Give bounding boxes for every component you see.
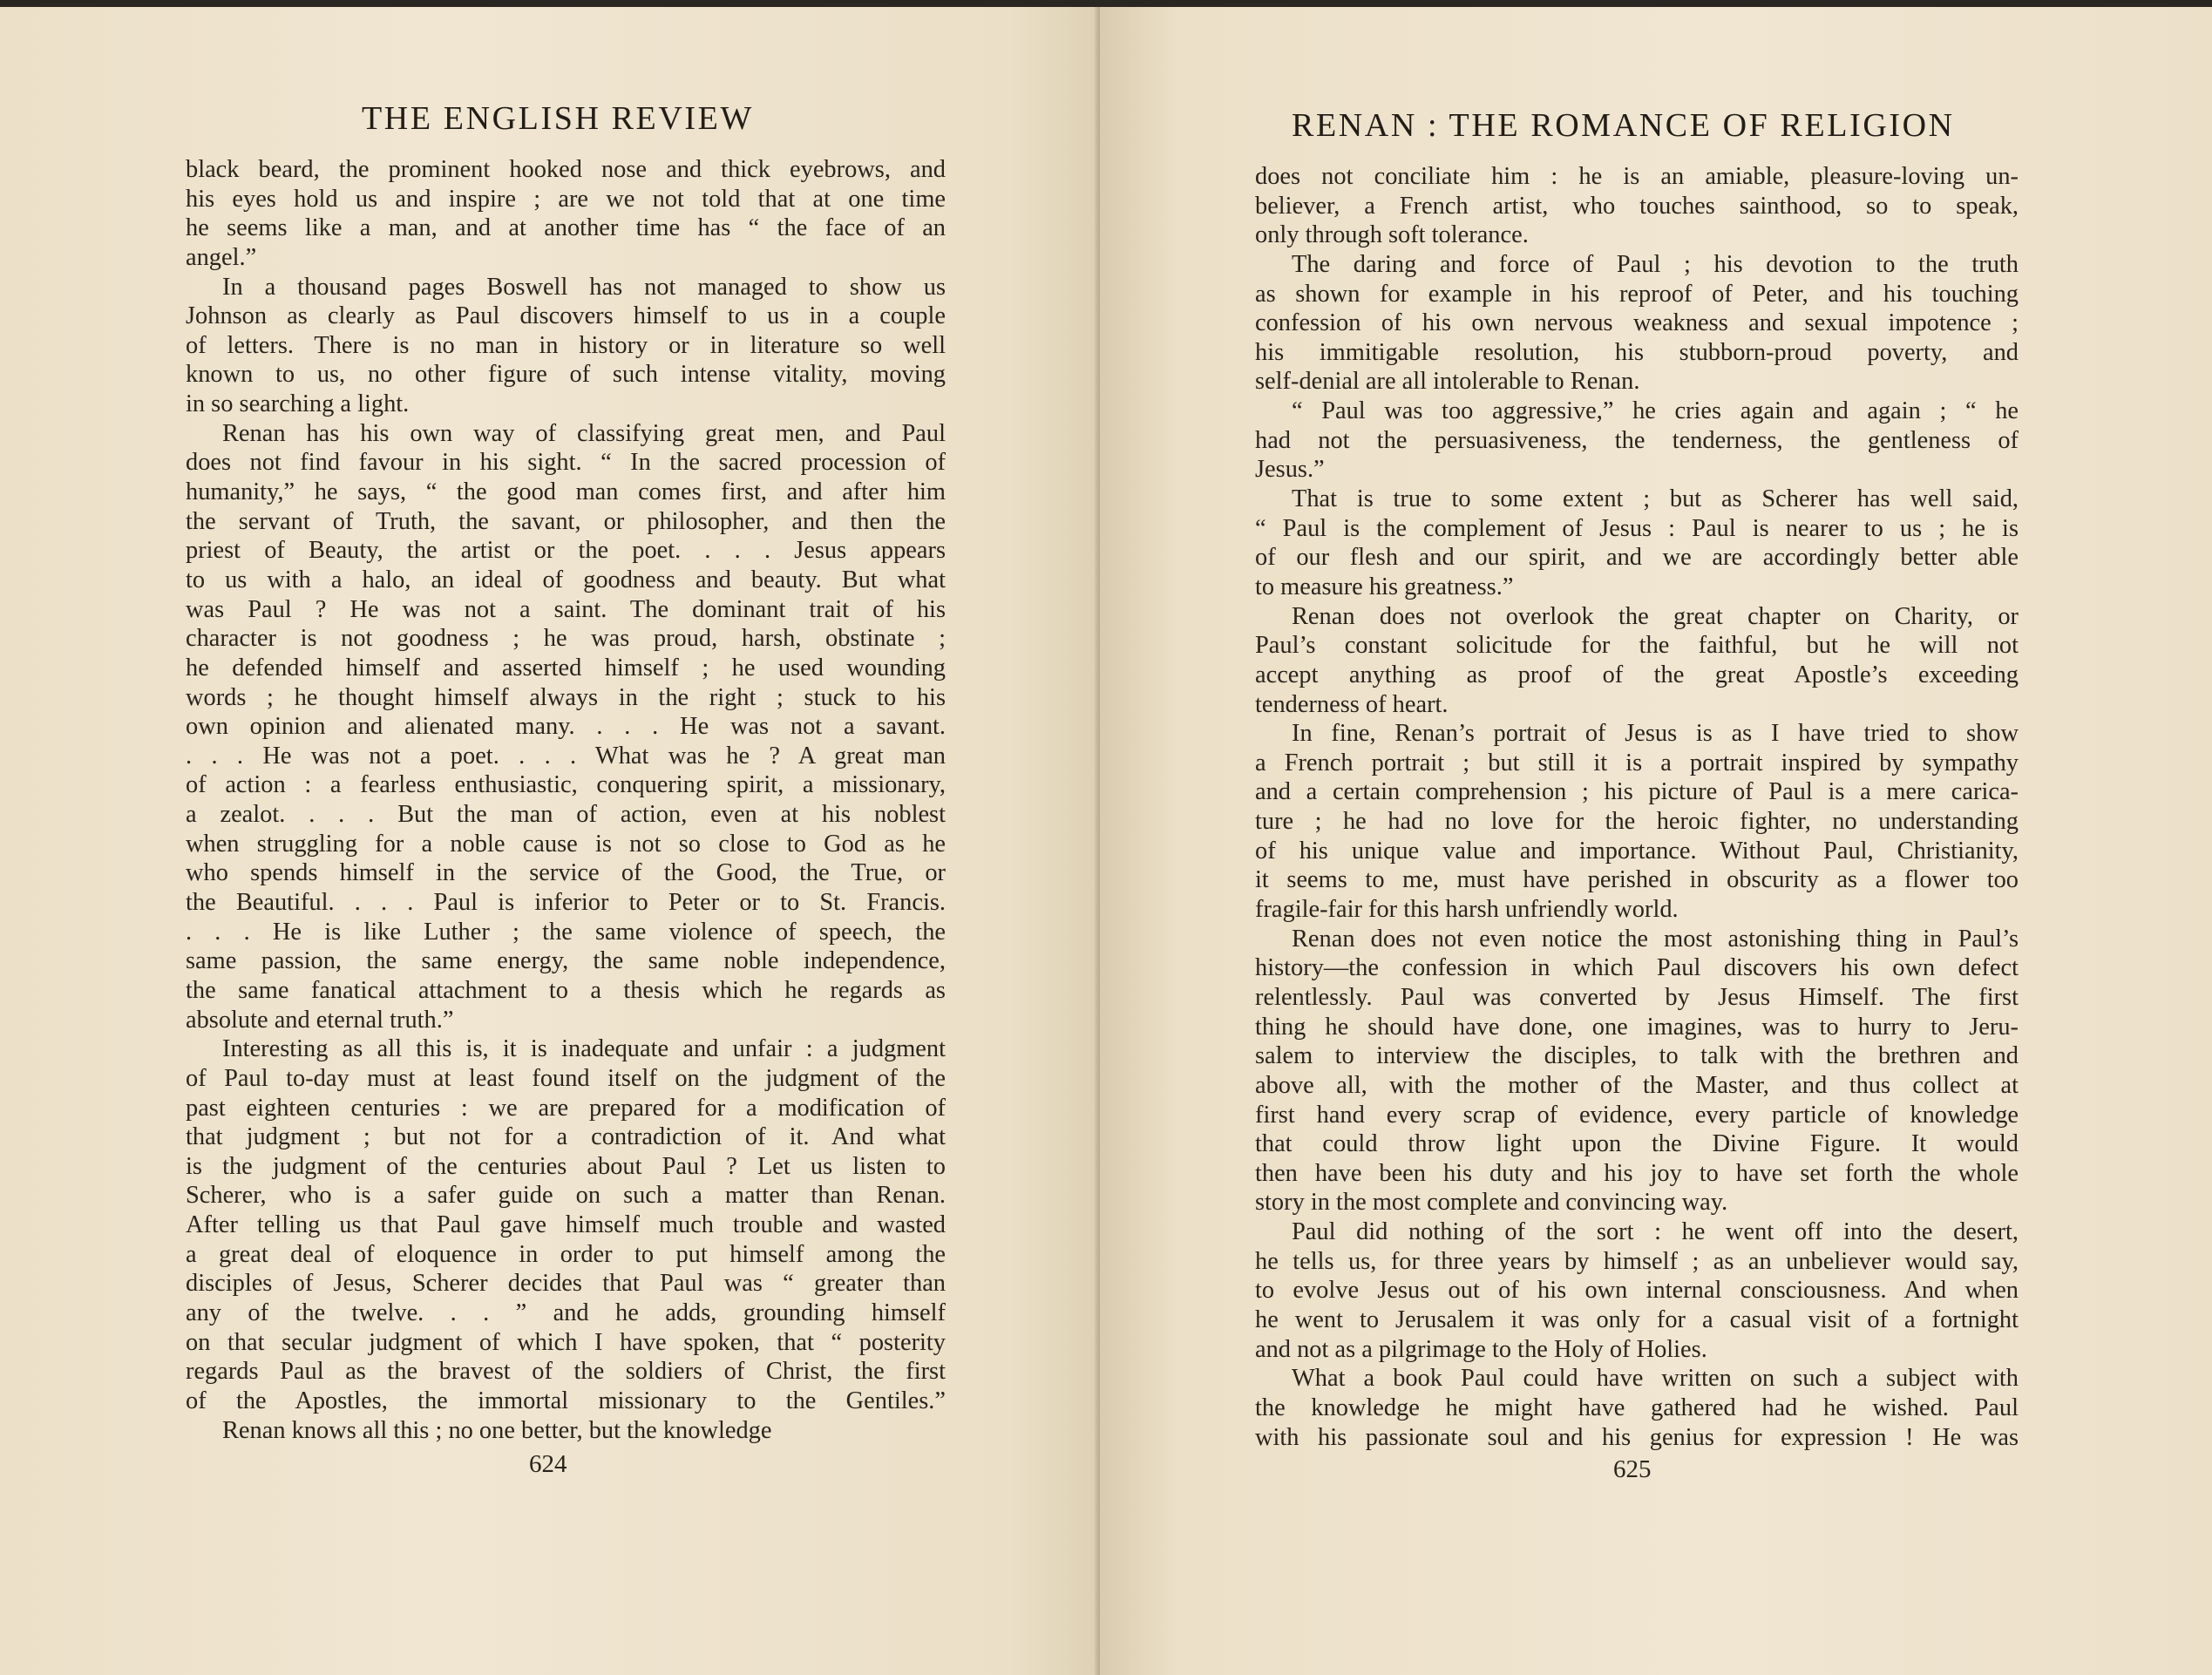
text-line: only through soft tolerance. bbox=[1255, 221, 1529, 249]
left-page bbox=[0, 7, 1100, 1675]
page-number: 624 bbox=[529, 1450, 567, 1478]
text-line: he tells us, for three years by himself ; as an unbeliever would say, bbox=[1255, 1247, 2019, 1275]
text-line: history—the confession in which Paul discovers his own defect bbox=[1255, 954, 2019, 982]
text-line: Paul did nothing of the sort : he went off into the desert, bbox=[1292, 1218, 2019, 1246]
text-line: of his unique value and importance. Without Paul, Christianity, bbox=[1255, 837, 2019, 865]
text-line: a French portrait ; but still it is a portrait inspired by sympathy bbox=[1255, 749, 2019, 776]
text-line: above all, with the mother of the Master, and thus collect at bbox=[1255, 1071, 2019, 1099]
text-line: then have been his duty and his joy to have set forth the whole bbox=[1255, 1159, 2019, 1187]
text-line: of Paul to-day must at least found itself on the judgment of the bbox=[186, 1064, 946, 1092]
text-line: when struggling for a noble cause is not so close to God as he bbox=[186, 830, 946, 858]
text-line: relentlessly. Paul was converted by Jesus Himself. The first bbox=[1255, 983, 2019, 1011]
text-line: ture ; he had no love for the heroic fighter, no understanding bbox=[1255, 808, 2019, 836]
text-line: priest of Beauty, the artist or the poet. . . . Jesus appears bbox=[186, 537, 946, 565]
text-line: that judgment ; but not for a contradiction of it. And what bbox=[186, 1123, 946, 1151]
text-line: Interesting as all this is, it is inadequate and unfair : a judgment bbox=[222, 1035, 946, 1063]
text-line: In fine, Renan’s portrait of Jesus is as I have tried to show bbox=[1292, 720, 2019, 748]
text-line: Scherer, who is a safer guide on such a matter than Renan. bbox=[186, 1182, 946, 1210]
right-page bbox=[1100, 7, 2212, 1675]
text-line: who spends himself in the service of the Good, the True, or bbox=[186, 859, 946, 887]
text-line: confession of his own nervous weakness and sexual impotence ; bbox=[1255, 309, 2019, 337]
page-number: 625 bbox=[1613, 1455, 1652, 1483]
text-line: had not the persuasiveness, the tenderness, the gentleness of bbox=[1255, 426, 2019, 454]
text-line: as shown for example in his reproof of Peter, and his touching bbox=[1255, 280, 2019, 308]
text-line: Renan does not even notice the most astonishing thing in Paul’s bbox=[1292, 925, 2019, 953]
text-line: with his passionate soul and his genius for expression ! He was bbox=[1255, 1423, 2019, 1451]
text-line: a great deal of eloquence in order to put himself among the bbox=[186, 1240, 946, 1268]
text-line: his immitigable resolution, his stubborn-proud poverty, and bbox=[1255, 338, 2019, 366]
text-line: and not as a pilgrimage to the Holy of Holies. bbox=[1255, 1335, 1707, 1363]
text-line: of letters. There is no man in history or in literature so well bbox=[186, 331, 946, 359]
text-line: The daring and force of Paul ; his devotion to the truth bbox=[1292, 250, 2019, 278]
text-line: Paul’s constant solicitude for the faithful, but he will not bbox=[1255, 632, 2019, 660]
text-line: In a thousand pages Boswell has not managed to show us bbox=[222, 273, 946, 301]
text-line: Renan knows all this ; no one better, but the knowledge bbox=[222, 1416, 772, 1444]
text-line: What a book Paul could have written on such a subject with bbox=[1292, 1365, 2019, 1393]
text-line: angel.” bbox=[186, 243, 257, 271]
text-line: absolute and eternal truth.” bbox=[186, 1006, 454, 1034]
text-line: it seems to me, must have perished in obscurity as a flower too bbox=[1255, 866, 2019, 894]
text-line: Johnson as clearly as Paul discovers himself to us in a couple bbox=[186, 302, 946, 330]
text-line: own opinion and alienated many. . . . He was not a savant. bbox=[186, 713, 946, 741]
text-line: the same fanatical attachment to a thesis which he regards as bbox=[186, 976, 946, 1004]
text-line: he defended himself and asserted himself ; he used wounding bbox=[186, 654, 946, 682]
text-line: in so searching a light. bbox=[186, 390, 410, 418]
text-line: on that secular judgment of which I have spoken, that “ posterity bbox=[186, 1328, 946, 1356]
text-line: was Paul ? He was not a saint. The dominant trait of his bbox=[186, 595, 946, 623]
text-line: does not find favour in his sight. “ In the sacred procession of bbox=[186, 449, 946, 477]
text-line: Renan does not overlook the great chapter on Charity, or bbox=[1292, 602, 2019, 630]
text-line: same passion, the same energy, the same noble independence, bbox=[186, 947, 946, 975]
book-top-edge bbox=[0, 0, 2212, 7]
page-body-text bbox=[1255, 162, 2019, 1452]
text-line: . . . He was not a poet. . . . What was he ? A great man bbox=[186, 742, 946, 770]
text-line: known to us, no other figure of such intense vitality, moving bbox=[186, 361, 946, 389]
text-line: the knowledge he might have gathered had he wished. Paul bbox=[1255, 1394, 2019, 1421]
text-line: he went to Jerusalem it was only for a casual visit of a fortnight bbox=[1255, 1305, 2019, 1333]
text-line: . . . He is like Luther ; the same violence of speech, the bbox=[186, 918, 946, 946]
text-line: humanity,” he says, “ the good man comes first, and after him bbox=[186, 478, 946, 506]
text-line: a zealot. . . . But the man of action, even at his noblest bbox=[186, 801, 946, 829]
text-line: Renan has his own way of classifying great men, and Paul bbox=[222, 419, 946, 447]
text-line: disciples of Jesus, Scherer decides that Paul was “ greater than bbox=[186, 1270, 946, 1298]
text-line: thing he should have done, one imagines, was to hurry to Jeru- bbox=[1255, 1013, 2019, 1041]
text-line: That is true to some extent ; but as Scherer has well said, bbox=[1292, 485, 2019, 513]
text-line: After telling us that Paul gave himself much trouble and wasted bbox=[186, 1211, 946, 1239]
text-line: black beard, the prominent hooked nose and thick eyebrows, and bbox=[186, 156, 946, 183]
text-line: any of the twelve. . . ” and he adds, grounding himself bbox=[186, 1299, 946, 1326]
text-line: of the Apostles, the immortal missionary to the Gentiles.” bbox=[186, 1387, 946, 1414]
text-line: Jesus.” bbox=[1255, 456, 1325, 484]
text-line: to us with a halo, an ideal of goodness and beauty. But what bbox=[186, 566, 946, 593]
text-line: tenderness of heart. bbox=[1255, 690, 1449, 718]
running-head: RENAN : THE ROMANCE OF RELIGION bbox=[1292, 107, 1955, 144]
text-line: character is not goodness ; he was proud, harsh, obstinate ; bbox=[186, 625, 946, 653]
text-line: fragile-fair for this harsh unfriendly world. bbox=[1255, 896, 1679, 924]
text-line: his eyes hold us and inspire ; are we not told that at one time bbox=[186, 185, 946, 213]
text-line: to evolve Jesus out of his own internal consciousness. And when bbox=[1255, 1277, 2019, 1305]
text-line: of action : a fearless enthusiastic, conquering spirit, a missionary, bbox=[186, 771, 946, 799]
text-line: accept anything as proof of the great Apostle’s exceeding bbox=[1255, 661, 2019, 688]
text-line: and a certain comprehension ; his picture of Paul is a mere carica- bbox=[1255, 778, 2019, 806]
text-line: first hand every scrap of evidence, every particle of knowledge bbox=[1255, 1101, 2019, 1129]
text-line: believer, a French artist, who touches sainthood, so to speak, bbox=[1255, 192, 2019, 220]
text-line: he seems like a man, and at another time has “ the face of an bbox=[186, 214, 946, 242]
text-line: “ Paul was too aggressive,” he cries again and again ; “ he bbox=[1292, 397, 2019, 425]
text-line: salem to interview the disciples, to talk with the brethren and bbox=[1255, 1042, 2019, 1070]
text-line: regards Paul as the bravest of the soldiers of Christ, the first bbox=[186, 1358, 946, 1386]
text-line: to measure his greatness.” bbox=[1255, 573, 1514, 600]
text-line: the servant of Truth, the savant, or philosopher, and then the bbox=[186, 507, 946, 535]
text-line: self-denial are all intolerable to Renan. bbox=[1255, 368, 1640, 396]
text-line: story in the most complete and convincing way. bbox=[1255, 1189, 1728, 1217]
text-line: past eighteen centuries : we are prepared for a modification of bbox=[186, 1094, 946, 1122]
running-head: THE ENGLISH REVIEW bbox=[362, 100, 754, 137]
text-line: does not conciliate him : he is an amiable, pleasure-loving un- bbox=[1255, 163, 2019, 190]
text-line: words ; he thought himself always in the right ; stuck to his bbox=[186, 683, 946, 711]
page-body-text bbox=[186, 155, 946, 1445]
text-line: “ Paul is the complement of Jesus : Paul is nearer to us ; he is bbox=[1255, 514, 2019, 542]
text-line: the Beautiful. . . . Paul is inferior to Peter or to St. Francis. bbox=[186, 889, 946, 917]
text-line: that could throw light upon the Divine Figure. It would bbox=[1255, 1130, 2019, 1158]
text-line: of our flesh and our spirit, and we are accordingly better able bbox=[1255, 544, 2019, 572]
text-line: is the judgment of the centuries about Paul ? Let us listen to bbox=[186, 1152, 946, 1180]
